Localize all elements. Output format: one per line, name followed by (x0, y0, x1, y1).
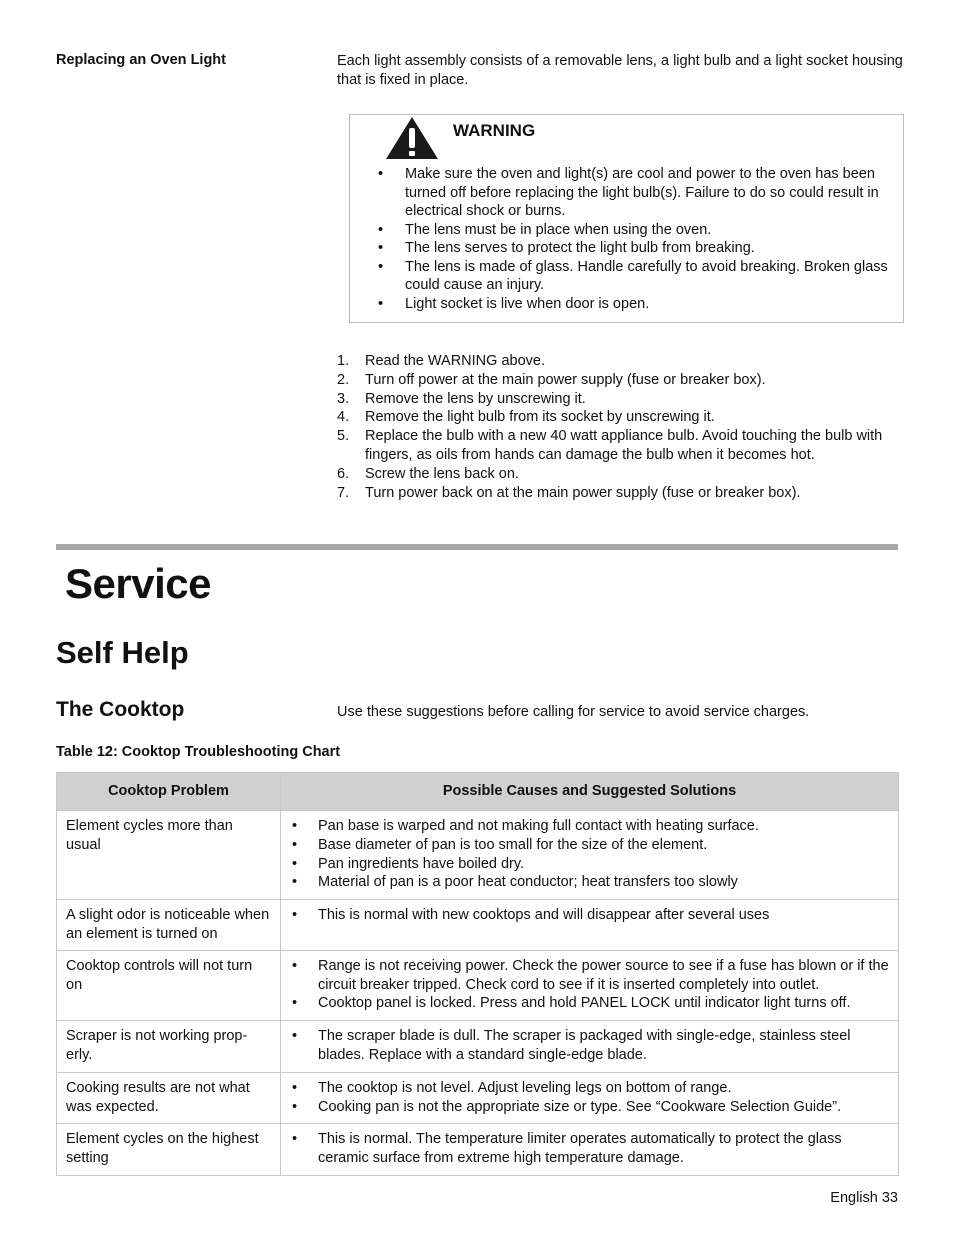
problem-cell: Element cycles on the highest setting (57, 1124, 281, 1176)
problem-cell: A slight odor is noticeable when an element is turned on (57, 900, 281, 951)
page-footer: English 33 (830, 1190, 898, 1206)
table-row (57, 1021, 899, 1073)
problem-cell: Scraper is not working prop-erly. (57, 1021, 281, 1073)
step-number: 2. (337, 371, 350, 388)
step-number: 3. (337, 390, 350, 407)
chapter-title: Service (65, 560, 211, 607)
solution-cell (281, 950, 899, 1020)
problem-cell: Element cycles more than usual (57, 811, 281, 900)
solution-item: • Cooking pan is not the appropriate size or type. See “Cookware Selection Guide”. (289, 1098, 890, 1117)
step-text: Screw the lens back on. (365, 465, 519, 482)
solution-item: • Pan ingredients have boiled dry. (289, 855, 890, 874)
solution-item: • This is normal. The temperature limiter operates automatically to protect the glass ceramic surface from extreme high temperature damage. (289, 1130, 890, 1168)
solution-item: • Range is not receiving power. Check the power source to see if a fuse has blown or if the circuit breaker tripped. Check cord to see if it is inserted completely into outlet. (289, 957, 890, 995)
warning-item: • The lens is made of glass. Handle carefully to avoid breaking. Broken glass could cause an injury. (376, 258, 901, 295)
step-text: Turn power back on at the main power supply (fuse or breaker box). (365, 484, 801, 501)
solution-item: • Pan base is warped and not making full contact with heating surface. (289, 817, 890, 836)
warning-item: • The lens serves to protect the light bulb from breaking. (376, 239, 901, 258)
step-text: Turn off power at the main power supply (fuse or breaker box). (365, 371, 766, 388)
warning-title: WARNING (453, 121, 536, 140)
step-text: Replace the bulb with a new 40 watt appliance bulb. Avoid touching the bulb with fingers, as oils from hands can damage the bulb when it becomes hot. (365, 428, 883, 463)
step-text: Remove the lens by unscrewing it. (365, 390, 586, 407)
table-header-row (57, 773, 899, 811)
step-text: Remove the light bulb from its socket by unscrewing it. (365, 409, 715, 426)
step-number: 6. (337, 465, 350, 482)
solution-item: • Cooktop panel is locked. Press and hold PANEL LOCK until indicator light turns off. (289, 994, 890, 1013)
table-row (57, 1072, 899, 1124)
problem-cell: Cooking results are not what was expected. (57, 1072, 281, 1124)
solution-item: • The cooktop is not level. Adjust leveling legs on bottom of range. (289, 1079, 890, 1098)
solution-item: • Base diameter of pan is too small for the size of the element. (289, 836, 890, 855)
section-title: Self Help (56, 635, 189, 670)
subsection-title: The Cooktop (56, 698, 185, 721)
table-row (57, 811, 899, 900)
warning-list (376, 165, 901, 313)
troubleshooting-table (56, 772, 899, 1176)
step-item (337, 408, 902, 427)
solution-cell (281, 811, 899, 900)
replacement-steps (337, 352, 902, 502)
cooktop-intro: Use these suggestions before calling for service to avoid service charges. (337, 704, 810, 720)
oven-light-intro: Each light assembly consists of a removable lens, a light bulb and a light socket housing that is fixed in place. (337, 53, 903, 88)
table-caption: Table 12: Cooktop Troubleshooting Chart (56, 744, 341, 760)
step-item (337, 484, 902, 503)
solution-cell (281, 1072, 899, 1124)
step-item (337, 352, 902, 371)
step-number: 7. (337, 484, 350, 501)
step-number: 1. (337, 353, 350, 369)
solution-item: • The scraper blade is dull. The scraper is packaged with single-edge, stainless steel blades. Replace with a standard single-edge blade. (289, 1027, 890, 1065)
solution-cell (281, 900, 899, 951)
table-row (57, 950, 899, 1020)
step-item (337, 371, 902, 390)
warning-item: • The lens must be in place when using the oven. (376, 221, 901, 240)
solution-item: • Material of pan is a poor heat conductor; heat transfers too slowly (289, 873, 890, 892)
section-divider (56, 544, 898, 550)
warning-item: • Light socket is live when door is open. (376, 295, 901, 314)
table-row (57, 1124, 899, 1176)
step-number: 5. (337, 428, 350, 445)
step-item (337, 390, 902, 409)
column-header: Possible Causes and Suggested Solutions (281, 773, 899, 811)
step-item (337, 465, 902, 484)
step-number: 4. (337, 409, 350, 426)
step-text: Read the WARNING above. (365, 353, 545, 369)
table-row (57, 900, 899, 951)
solution-cell (281, 1124, 899, 1176)
column-header: Cooktop Problem (57, 773, 281, 811)
warning-triangle-icon (384, 115, 440, 161)
problem-cell: Cooktop controls will not turn on (57, 950, 281, 1020)
warning-item: • Make sure the oven and light(s) are cool and power to the oven has been turned off before replacing the light bulb(s). Failure to do so could result in electrical shock or burns. (376, 165, 901, 221)
step-item (337, 427, 902, 465)
warning-box (349, 114, 904, 323)
solution-item: • This is normal with new cooktops and will disappear after several uses (289, 906, 890, 925)
solution-cell (281, 1021, 899, 1073)
section-heading-oven-light: Replacing an Oven Light (56, 52, 226, 68)
